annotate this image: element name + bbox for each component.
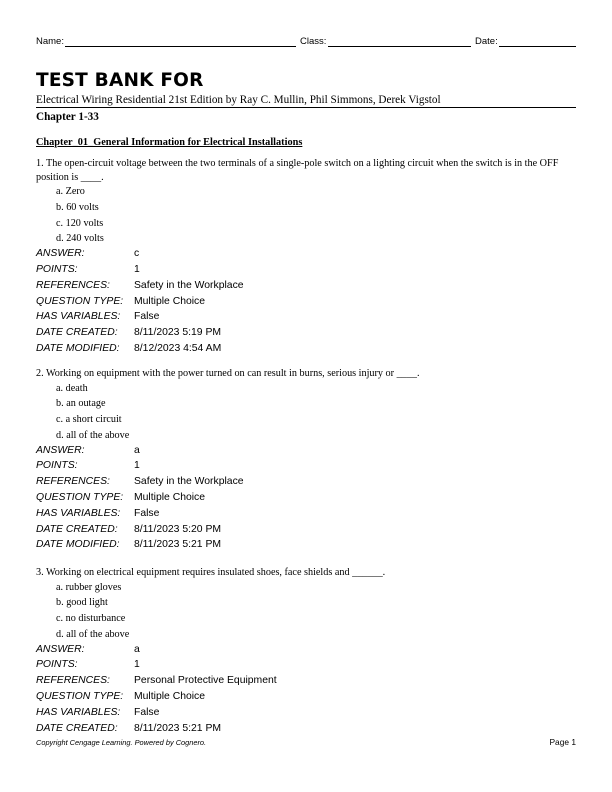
option-c: c. 120 volts bbox=[56, 217, 104, 229]
question-type-label: QUESTION TYPE: bbox=[36, 492, 124, 504]
date-modified-value: 8/12/2023 4:54 AM bbox=[134, 342, 222, 354]
references-value: Safety in the Workplace bbox=[134, 476, 244, 488]
points-label: POINTS: bbox=[36, 263, 78, 275]
answer-key-label: ANSWER: bbox=[36, 248, 85, 260]
question-type-value: Multiple Choice bbox=[134, 295, 206, 307]
date-created-value: 8/11/2023 5:21 PM bbox=[134, 722, 222, 734]
date-created-label: DATE CREATED: bbox=[36, 722, 118, 734]
points-value: 1 bbox=[134, 263, 140, 275]
date-modified-value: 8/11/2023 5:21 PM bbox=[134, 539, 222, 551]
title-divider bbox=[36, 107, 576, 108]
question-2 bbox=[36, 367, 576, 553]
question-1 bbox=[36, 157, 576, 357]
question-type-value: Multiple Choice bbox=[134, 691, 206, 703]
class-label: Class: bbox=[300, 36, 327, 47]
has-variables-label: HAS VARIABLES: bbox=[36, 507, 121, 519]
option-c: c. a short circuit bbox=[56, 414, 122, 426]
option-b: b. 60 volts bbox=[56, 201, 99, 213]
question-stem: 2. Working on equipment with the power turned on can result in burns, serious injury or ____. bbox=[36, 368, 420, 379]
references-label: REFERENCES: bbox=[36, 675, 110, 687]
question-stem: 3. Working on electrical equipment requires insulated shoes, face shields and ______. bbox=[36, 567, 386, 578]
question-stem: 1. The open-circuit voltage between the two terminals of a single-pole switch on a lighting circuit when the switch is in the OFF position is ____. bbox=[36, 158, 559, 183]
option-a: a. death bbox=[56, 382, 88, 394]
has-variables-value: False bbox=[134, 507, 160, 519]
question-3 bbox=[36, 566, 576, 736]
option-d: d. all of the above bbox=[56, 628, 130, 640]
question-metadata bbox=[36, 246, 576, 357]
has-variables-label: HAS VARIABLES: bbox=[36, 706, 121, 718]
option-c: c. no disturbance bbox=[56, 613, 126, 625]
answer-options bbox=[36, 184, 576, 247]
answer-key-label: ANSWER: bbox=[36, 444, 85, 456]
name-blank bbox=[65, 46, 296, 47]
page-number: Page 1 bbox=[549, 737, 576, 747]
points-value: 1 bbox=[134, 659, 140, 671]
question-metadata bbox=[36, 443, 576, 554]
question-type-label: QUESTION TYPE: bbox=[36, 691, 124, 703]
date-blank bbox=[499, 46, 576, 47]
option-d: d. 240 volts bbox=[56, 233, 104, 245]
date-created-label: DATE CREATED: bbox=[36, 523, 118, 535]
has-variables-value: False bbox=[134, 311, 160, 323]
date-modified-label: DATE MODIFIED: bbox=[36, 342, 120, 354]
copyright-notice: Copyright Cengage Learning. Powered by Cognero. bbox=[36, 738, 207, 747]
class-blank bbox=[328, 46, 471, 47]
option-a: a. rubber gloves bbox=[56, 581, 122, 593]
answer-options bbox=[36, 381, 576, 444]
answer-key-label: ANSWER: bbox=[36, 643, 85, 655]
option-b: b. an outage bbox=[56, 398, 106, 410]
references-label: REFERENCES: bbox=[36, 279, 110, 291]
question-metadata bbox=[36, 642, 576, 737]
references-value: Personal Protective Equipment bbox=[134, 675, 277, 687]
has-variables-label: HAS VARIABLES: bbox=[36, 311, 121, 323]
date-created-value: 8/11/2023 5:20 PM bbox=[134, 523, 222, 535]
name-label: Name: bbox=[36, 36, 64, 47]
option-b: b. good light bbox=[56, 597, 108, 609]
points-label: POINTS: bbox=[36, 460, 78, 472]
section-heading: Chapter_01_General Information for Electrical Installations bbox=[36, 137, 303, 148]
answer-value: a bbox=[134, 643, 140, 655]
answer-options bbox=[36, 580, 576, 643]
book-subtitle: Electrical Wiring Residential 21st Edition by Ray C. Mullin, Phil Simmons, Derek Vigstol bbox=[36, 94, 441, 106]
answer-value: a bbox=[134, 444, 140, 456]
date-created-label: DATE CREATED: bbox=[36, 327, 118, 339]
question-type-value: Multiple Choice bbox=[134, 492, 206, 504]
chapter-range: Chapter 1-33 bbox=[36, 111, 99, 123]
references-label: REFERENCES: bbox=[36, 476, 110, 488]
points-value: 1 bbox=[134, 460, 140, 472]
date-created-value: 8/11/2023 5:19 PM bbox=[134, 327, 222, 339]
student-info-header bbox=[36, 36, 576, 50]
date-modified-label: DATE MODIFIED: bbox=[36, 539, 120, 551]
page-title: TEST BANK FOR bbox=[36, 70, 204, 91]
option-a: a. Zero bbox=[56, 186, 85, 197]
option-d: d. all of the above bbox=[56, 429, 130, 441]
has-variables-value: False bbox=[134, 706, 160, 718]
date-label: Date: bbox=[475, 36, 498, 47]
references-value: Safety in the Workplace bbox=[134, 279, 244, 291]
points-label: POINTS: bbox=[36, 659, 78, 671]
question-type-label: QUESTION TYPE: bbox=[36, 295, 124, 307]
answer-value: c bbox=[134, 248, 140, 260]
